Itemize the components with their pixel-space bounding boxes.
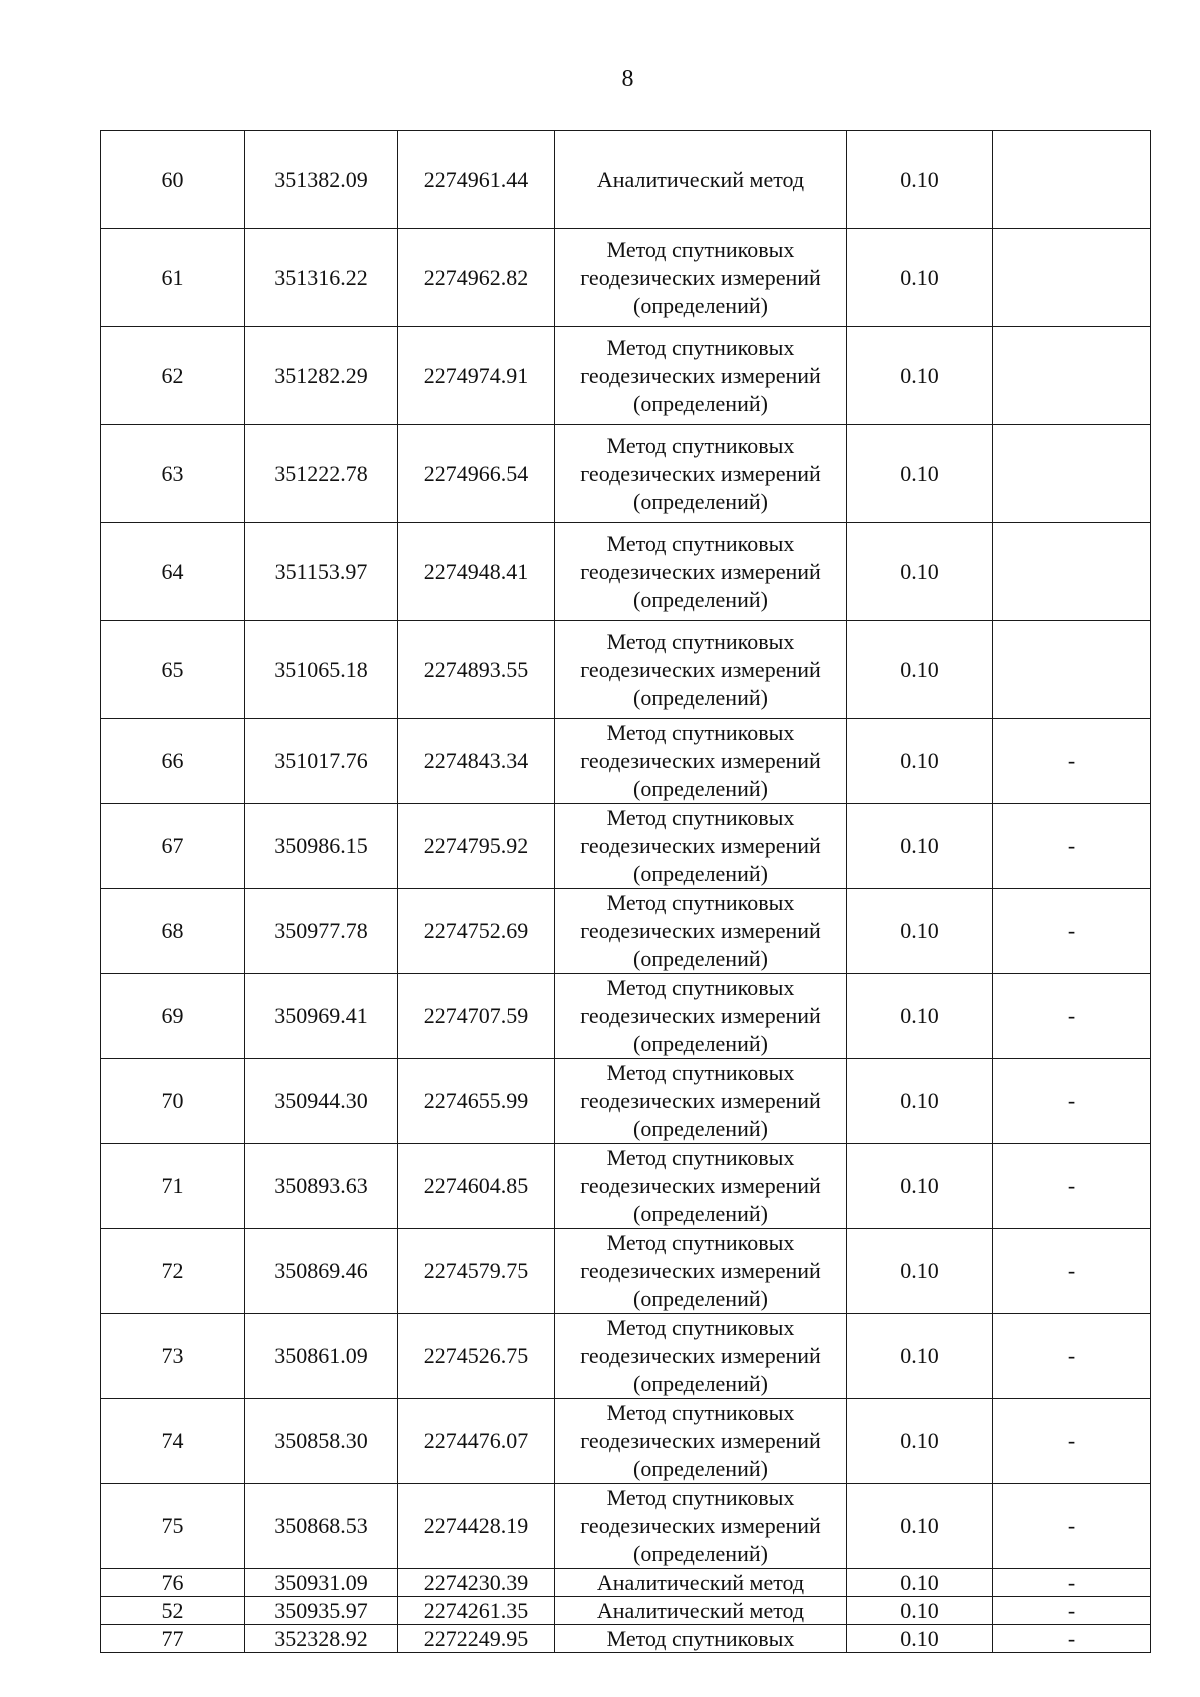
- method-cell: Аналитический метод: [555, 131, 847, 229]
- y-coordinate-cell: 2272249.95: [398, 1625, 555, 1653]
- method-cell: Метод спутниковых геодезических измерений (определений): [555, 889, 847, 974]
- accuracy-cell: 0.10: [847, 1399, 993, 1484]
- point-number-cell: 77: [101, 1625, 245, 1653]
- table-row: [101, 974, 1151, 1059]
- y-coordinate-cell: 2274476.07: [398, 1399, 555, 1484]
- table-body: [101, 131, 1151, 1653]
- accuracy-cell: 0.10: [847, 523, 993, 621]
- y-coordinate-cell: 2274893.55: [398, 621, 555, 719]
- table-row: [101, 1399, 1151, 1484]
- note-cell: -: [993, 974, 1151, 1059]
- y-coordinate-cell: 2274961.44: [398, 131, 555, 229]
- table-row: [101, 523, 1151, 621]
- point-number-cell: 76: [101, 1569, 245, 1597]
- point-number-cell: 52: [101, 1597, 245, 1625]
- y-coordinate-cell: 2274526.75: [398, 1314, 555, 1399]
- method-cell: Метод спутниковых геодезических измерений (определений): [555, 1399, 847, 1484]
- table-row: [101, 889, 1151, 974]
- table-row: [101, 1484, 1151, 1569]
- accuracy-cell: 0.10: [847, 1229, 993, 1314]
- note-cell: -: [993, 1484, 1151, 1569]
- accuracy-cell: 0.10: [847, 974, 993, 1059]
- y-coordinate-cell: 2274795.92: [398, 804, 555, 889]
- accuracy-cell: 0.10: [847, 1625, 993, 1653]
- point-number-cell: 61: [101, 229, 245, 327]
- accuracy-cell: 0.10: [847, 621, 993, 719]
- note-cell: -: [993, 804, 1151, 889]
- method-cell: Метод спутниковых геодезических измерений (определений): [555, 425, 847, 523]
- y-coordinate-cell: 2274261.35: [398, 1597, 555, 1625]
- y-coordinate-cell: 2274962.82: [398, 229, 555, 327]
- accuracy-cell: 0.10: [847, 1569, 993, 1597]
- method-cell: Аналитический метод: [555, 1597, 847, 1625]
- x-coordinate-cell: 351153.97: [245, 523, 398, 621]
- table-row: [101, 1144, 1151, 1229]
- method-cell: Метод спутниковых геодезических измерений (определений): [555, 1229, 847, 1314]
- y-coordinate-cell: 2274428.19: [398, 1484, 555, 1569]
- note-cell: [993, 229, 1151, 327]
- note-cell: -: [993, 1597, 1151, 1625]
- accuracy-cell: 0.10: [847, 1314, 993, 1399]
- table-row: [101, 1569, 1151, 1597]
- point-number-cell: 74: [101, 1399, 245, 1484]
- point-number-cell: 66: [101, 719, 245, 804]
- point-number-cell: 70: [101, 1059, 245, 1144]
- table-row: [101, 1597, 1151, 1625]
- note-cell: -: [993, 1059, 1151, 1144]
- table-row: [101, 1229, 1151, 1314]
- y-coordinate-cell: 2274752.69: [398, 889, 555, 974]
- point-number-cell: 71: [101, 1144, 245, 1229]
- point-number-cell: 73: [101, 1314, 245, 1399]
- x-coordinate-cell: 351222.78: [245, 425, 398, 523]
- point-number-cell: 68: [101, 889, 245, 974]
- accuracy-cell: 0.10: [847, 1059, 993, 1144]
- table-row: [101, 1625, 1151, 1653]
- method-cell: Метод спутниковых геодезических измерений (определений): [555, 974, 847, 1059]
- x-coordinate-cell: 351065.18: [245, 621, 398, 719]
- method-cell: Метод спутниковых геодезических измерений (определений): [555, 1314, 847, 1399]
- point-number-cell: 72: [101, 1229, 245, 1314]
- note-cell: -: [993, 719, 1151, 804]
- x-coordinate-cell: 350861.09: [245, 1314, 398, 1399]
- x-coordinate-cell: 350858.30: [245, 1399, 398, 1484]
- method-cell: Метод спутниковых геодезических измерений (определений): [555, 327, 847, 425]
- y-coordinate-cell: 2274230.39: [398, 1569, 555, 1597]
- point-number-cell: 69: [101, 974, 245, 1059]
- x-coordinate-cell: 351017.76: [245, 719, 398, 804]
- method-cell: Метод спутниковых геодезических измерений (определений): [555, 523, 847, 621]
- note-cell: [993, 327, 1151, 425]
- accuracy-cell: 0.10: [847, 229, 993, 327]
- method-cell: Метод спутниковых геодезических измерений (определений): [555, 621, 847, 719]
- note-cell: -: [993, 1569, 1151, 1597]
- accuracy-cell: 0.10: [847, 425, 993, 523]
- accuracy-cell: 0.10: [847, 1597, 993, 1625]
- note-cell: [993, 621, 1151, 719]
- x-coordinate-cell: 350868.53: [245, 1484, 398, 1569]
- accuracy-cell: 0.10: [847, 719, 993, 804]
- x-coordinate-cell: 350986.15: [245, 804, 398, 889]
- x-coordinate-cell: 350893.63: [245, 1144, 398, 1229]
- table-row: [101, 425, 1151, 523]
- note-cell: -: [993, 1314, 1151, 1399]
- accuracy-cell: 0.10: [847, 327, 993, 425]
- x-coordinate-cell: 350931.09: [245, 1569, 398, 1597]
- accuracy-cell: 0.10: [847, 131, 993, 229]
- point-number-cell: 64: [101, 523, 245, 621]
- method-cell: Аналитический метод: [555, 1569, 847, 1597]
- x-coordinate-cell: 351282.29: [245, 327, 398, 425]
- y-coordinate-cell: 2274604.85: [398, 1144, 555, 1229]
- table-row: [101, 229, 1151, 327]
- x-coordinate-cell: 352328.92: [245, 1625, 398, 1653]
- x-coordinate-cell: 351316.22: [245, 229, 398, 327]
- method-cell: Метод спутниковых геодезических измерений (определений): [555, 719, 847, 804]
- x-coordinate-cell: 351382.09: [245, 131, 398, 229]
- note-cell: -: [993, 1399, 1151, 1484]
- method-cell: Метод спутниковых геодезических измерений (определений): [555, 1059, 847, 1144]
- x-coordinate-cell: 350944.30: [245, 1059, 398, 1144]
- x-coordinate-cell: 350977.78: [245, 889, 398, 974]
- method-cell: Метод спутниковых геодезических измерений (определений): [555, 804, 847, 889]
- accuracy-cell: 0.10: [847, 804, 993, 889]
- note-cell: -: [993, 1625, 1151, 1653]
- table-row: [101, 719, 1151, 804]
- note-cell: [993, 523, 1151, 621]
- note-cell: -: [993, 1144, 1151, 1229]
- note-cell: -: [993, 889, 1151, 974]
- page-number: 8: [621, 66, 634, 92]
- point-number-cell: 62: [101, 327, 245, 425]
- method-cell: Метод спутниковых геодезических измерений (определений): [555, 1484, 847, 1569]
- note-cell: [993, 131, 1151, 229]
- table-row: [101, 327, 1151, 425]
- method-cell: Метод спутниковых геодезических измерений (определений): [555, 1144, 847, 1229]
- y-coordinate-cell: 2274655.99: [398, 1059, 555, 1144]
- point-number-cell: 63: [101, 425, 245, 523]
- accuracy-cell: 0.10: [847, 1144, 993, 1229]
- note-cell: -: [993, 1229, 1151, 1314]
- note-cell: [993, 425, 1151, 523]
- table-row: [101, 131, 1151, 229]
- y-coordinate-cell: 2274948.41: [398, 523, 555, 621]
- point-number-cell: 75: [101, 1484, 245, 1569]
- y-coordinate-cell: 2274843.34: [398, 719, 555, 804]
- coordinates-table: [100, 130, 1151, 1653]
- x-coordinate-cell: 350935.97: [245, 1597, 398, 1625]
- y-coordinate-cell: 2274966.54: [398, 425, 555, 523]
- y-coordinate-cell: 2274579.75: [398, 1229, 555, 1314]
- x-coordinate-cell: 350869.46: [245, 1229, 398, 1314]
- y-coordinate-cell: 2274707.59: [398, 974, 555, 1059]
- method-cell: Метод спутниковых: [555, 1625, 847, 1653]
- accuracy-cell: 0.10: [847, 1484, 993, 1569]
- x-coordinate-cell: 350969.41: [245, 974, 398, 1059]
- table-row: [101, 621, 1151, 719]
- point-number-cell: 67: [101, 804, 245, 889]
- y-coordinate-cell: 2274974.91: [398, 327, 555, 425]
- point-number-cell: 60: [101, 131, 245, 229]
- table-row: [101, 1314, 1151, 1399]
- point-number-cell: 65: [101, 621, 245, 719]
- table-row: [101, 1059, 1151, 1144]
- table-row: [101, 804, 1151, 889]
- method-cell: Метод спутниковых геодезических измерений (определений): [555, 229, 847, 327]
- accuracy-cell: 0.10: [847, 889, 993, 974]
